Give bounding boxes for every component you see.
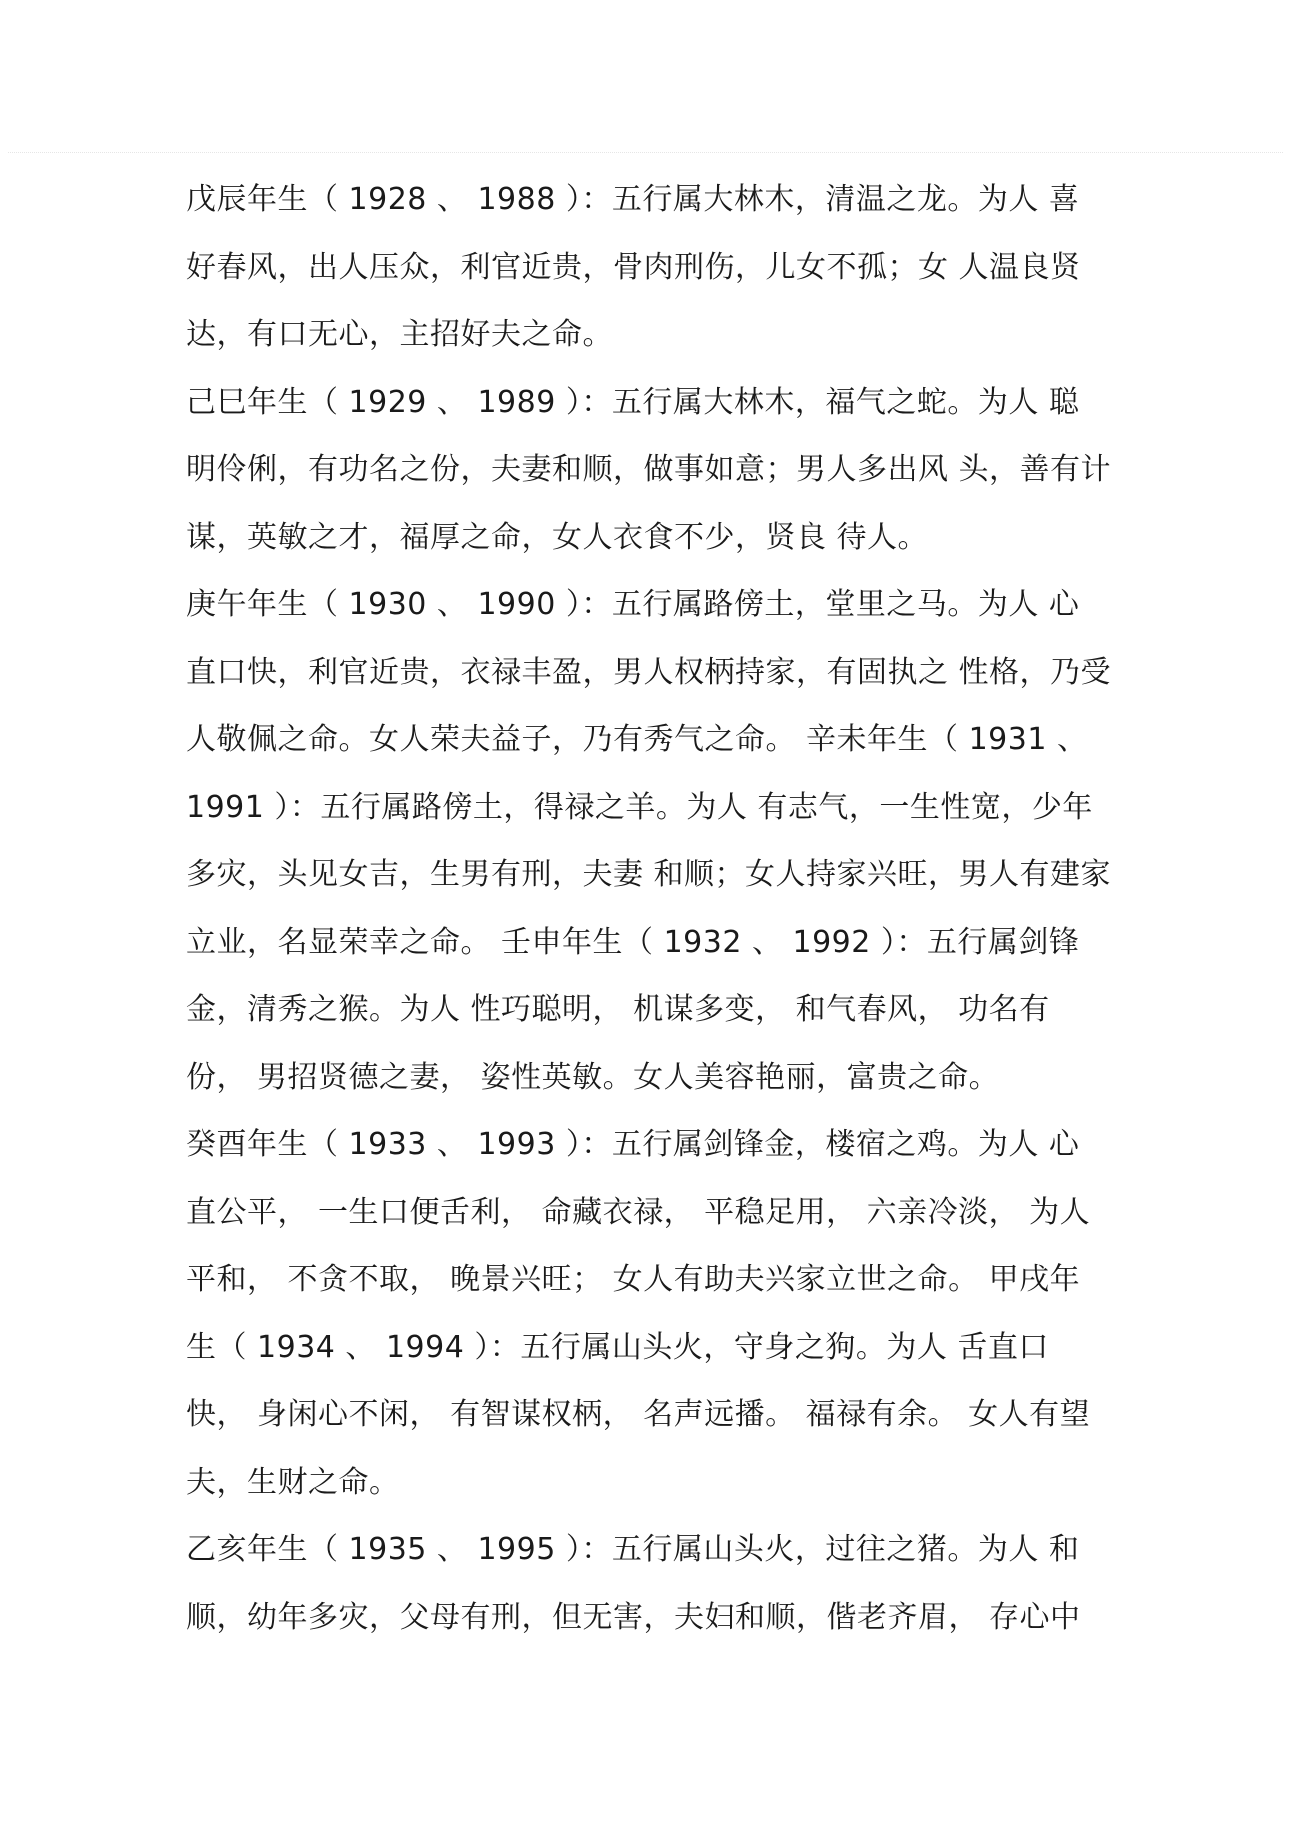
text-line: 好春风，出人压众，利官近贵，骨肉刑伤，儿女不孤；女 人温良贤 [186, 249, 1081, 285]
text-line: 金，清秀之猴。为人 性巧聪明， 机谋多变， 和气春风， 功名有 [186, 992, 1050, 1027]
top-divider [8, 152, 1283, 153]
text-line: 平和， 不贪不取， 晚景兴旺； 女人有助夫兴家立世之命。 甲戌年 [186, 1262, 1081, 1297]
text-line: 多灾，头见女吉，生男有刑，夫妻 和顺；女人持家兴旺，男人有建家 [186, 857, 1112, 892]
text-line: 1991 ）：五行属路傍土，得禄之羊。为人 有志气，一生性宽，少年 [186, 789, 1093, 825]
text-line: 人敬佩之命。女人荣夫益子，乃有秀气之命。 辛未年生（ 1931 、 [186, 722, 1088, 757]
text-line: 戊辰年生（ 1928 、 1988 ）：五行属大林木，清温之龙。为人 喜 [186, 182, 1080, 217]
text-line: 明伶俐，有功名之份，夫妻和顺，做事如意；男人多出风 头，善有计 [186, 452, 1112, 487]
document-body [186, 166, 1116, 1651]
text-line: 直公平， 一生口便舌利， 命藏衣禄， 平稳足用， 六亲冷淡， 为人 [186, 1194, 1091, 1230]
text-line: 生（ 1934 、 1994 ）：五行属山头火，守身之狗。为人 舌直口 [186, 1329, 1049, 1365]
text-line: 夫，生财之命。 [186, 1464, 400, 1500]
text-line: 乙亥年生（ 1935 、 1995 ）：五行属山头火，过往之猪。为人 和 [186, 1532, 1080, 1567]
text-line: 顺，幼年多灾，父母有刑，但无害，夫妇和顺，偕老齐眉， 存心中 [186, 1599, 1081, 1635]
text-line: 快， 身闲心不闲， 有智谋权柄， 名声远播。 福禄有余。 女人有望 [186, 1397, 1091, 1432]
text-line: 立业，名显荣幸之命。 壬申年生（ 1932 、 1992 ）：五行属剑锋 [186, 924, 1080, 960]
text-line: 达，有口无心，主招好夫之命。 [186, 317, 613, 352]
text-line: 份， 男招贤德之妻， 姿性英敏。女人美容艳丽，富贵之命。 [186, 1059, 1000, 1095]
text-line: 谋，英敏之才，福厚之命，女人衣食不少，贤良 待人。 [186, 519, 929, 555]
text-line: 庚午年生（ 1930 、 1990 ）：五行属路傍土，堂里之马。为人 心 [186, 587, 1080, 622]
text-line: 直口快，利官近贵，衣禄丰盈，男人权柄持家，有固执之 性格，乃受 [186, 654, 1112, 690]
text-line: 己巳年生（ 1929 、 1989 ）：五行属大林木，福气之蛇。为人 聪 [186, 384, 1080, 420]
text-line: 癸酉年生（ 1933 、 1993 ）：五行属剑锋金，楼宿之鸡。为人 心 [186, 1127, 1080, 1162]
